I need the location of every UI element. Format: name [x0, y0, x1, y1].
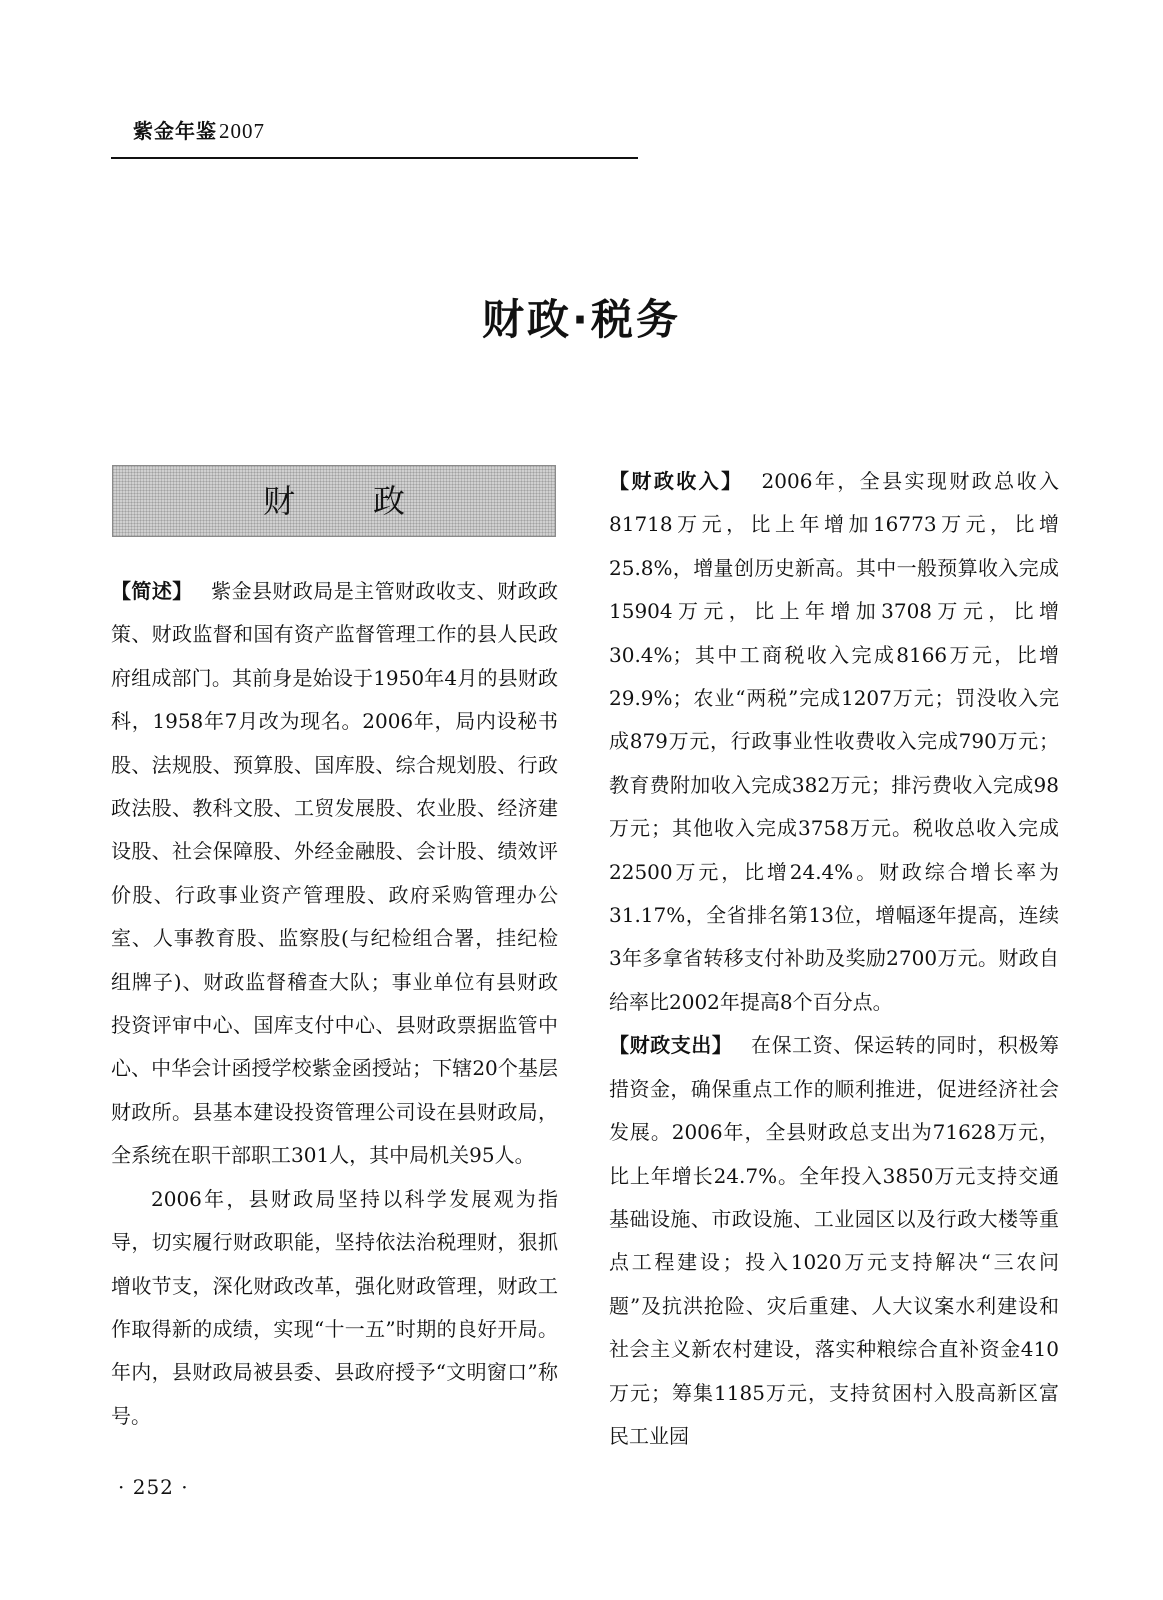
- left-column: [111, 570, 558, 1438]
- page-number: · 252 ·: [118, 1475, 189, 1499]
- section-heading-box: [112, 465, 556, 537]
- overview-paragraph: [111, 570, 558, 1178]
- section-heading: 财政: [262, 482, 483, 520]
- right-column: [609, 460, 1059, 1458]
- summary-paragraph: 2006年，县财政局坚持以科学发展观为指导，切实履行财政职能，坚持依法治税理财，狠抓增收节支，深化财政改革，强化财政管理，财政工作取得新的成绩，实现“十一五”时期的良好开局。年内，县财政局被县委、县政府授予“文明窗口”称号。: [111, 1186, 558, 1428]
- revenue-tag: 【财政收入】: [609, 469, 744, 493]
- running-header-year: 2007: [219, 119, 265, 143]
- expenditure-paragraph: [609, 1024, 1059, 1458]
- header-rule: [111, 157, 638, 159]
- running-header-title: 紫金年鉴: [133, 119, 217, 143]
- revenue-text: 2006年，全县实现财政总收入81718万元，比上年增加16773万元，比增25.8%，增量创历史新高。其中一般预算收入完成15904万元，比上年增加3708万元，比增30.4%；其中工商税收入完成8166万元，比增29.9%；农业“两税”完成1207万元；罚没收入完成879万元，行政事业性收费收入完成790万元；教育费附加收入完成382万元；排污费收入完成98万元；其他收入完成3758万元。税收总收入完成22500万元，比增24.4%。财政综合增长率为31.17%，全省排名第13位，增幅逐年提高，连续3年多拿省转移支付补助及奖励2700万元。财政自给率比2002年提高8个百分点。: [609, 469, 1060, 1014]
- overview-text: 紫金县财政局是主管财政收支、财政政策、财政监督和国有资产监督管理工作的县人民政府组成部门。其前身是始设于1950年4月的县财政科，1958年7月改为现名。2006年，局内设秘书股、法规股、预算股、国库股、综合规划股、行政政法股、教科文股、工贸发展股、农业股、经济建设股、社会保障股、外经金融股、会计股、绩效评价股、行政事业资产管理股、政府采购管理办公室、人事教育股、监察股(与纪检组合署，挂纪检组牌子)、财政监督稽查大队；事业单位有县财政投资评审中心、国库支付中心、县财政票据监管中心、中华会计函授学校紫金函授站；下辖20个基层财政所。县基本建设投资管理公司设在县财政局，全系统在职干部职工301人，其中局机关95人。: [111, 579, 559, 1168]
- revenue-paragraph: [609, 460, 1059, 1024]
- overview-tag: 【简述】: [111, 579, 193, 603]
- expenditure-text: 在保工资、保运转的同时，积极筹措资金，确保重点工作的顺利推进，促进经济社会发展。2006年，全县财政总支出为71628万元，比上年增长24.7%。全年投入3850万元支持交通基础设施、市政设施、工业园区以及行政大楼等重点工程建设；投入1020万元支持解决“三农问题”及抗洪抢险、灾后重建、人大议案水利建设和社会主义新农村建设，落实种粮综合直补资金410万元；筹集1185万元，支持贫困村入股高新区富民工业园: [609, 1033, 1060, 1448]
- page-title: 财政·税务: [482, 295, 681, 344]
- running-header: [133, 117, 265, 145]
- expenditure-tag: 【财政支出】: [609, 1033, 733, 1058]
